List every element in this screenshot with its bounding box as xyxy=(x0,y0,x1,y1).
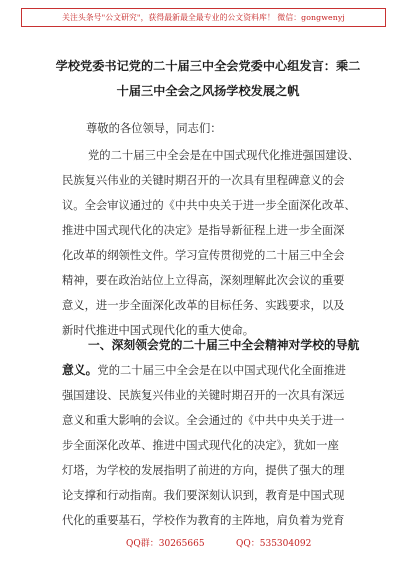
section-1 xyxy=(62,333,362,533)
qq-group-number: QQ群：30265665 xyxy=(126,539,205,549)
paragraph-line-rest: 党的二十届三中全会是在以中国式现代化全面推进 xyxy=(97,364,346,377)
paragraph-line: 民族复兴伟业的关键时期召开的一次具有里程碑意义的会 xyxy=(62,174,345,187)
paragraph-line: 论支撑和行动指南。我们要深刻认识到，教育是中国式现 xyxy=(62,489,345,502)
paragraph-intro xyxy=(62,143,362,343)
section-heading: 一、深刻领会党的二十届三中全会精神对学校的导航 xyxy=(88,338,360,352)
section-heading-end: 意义。 xyxy=(62,363,98,377)
greeting: 尊敬的各位领导，同志们： xyxy=(86,122,222,135)
document-title-line-1: 学校党委书记党的二十届三中全会党委中心组发言：乘二 xyxy=(55,59,361,73)
paragraph-line: 代化的重要基石，学校作为教育的主阵地，肩负着为党育 xyxy=(62,514,345,527)
paragraph-line: 意义，进一步全面深化改革的目标任务、实践要求，以及 xyxy=(62,299,345,312)
qq-contact-number: QQ：535304092 xyxy=(236,539,312,549)
paragraph-line: 意义和重大影响的会议。全会通过的《中共中央关于进一 xyxy=(62,414,345,427)
section-heading-continuation-line xyxy=(62,358,362,383)
paragraph-line: 步全面深化改革、推进中国式现代化的决定》，犹如一座 xyxy=(62,439,339,452)
paragraph-line: 化改革的纲领性文件。学习宣传贯彻党的二十届三中全会 xyxy=(62,249,345,262)
paragraph-line: 推进中国式现代化的决定》是指导新征程上进一步全面深 xyxy=(62,224,345,237)
paragraph-line: 灯塔，为学校的发展指明了前进的方向，提供了强大的理 xyxy=(62,464,345,477)
paragraph-line: 党的二十届三中全会是在中国式现代化推进强国建设、 xyxy=(88,149,360,162)
paragraph-line: 议。全会审议通过的《中共中央关于进一步全面深化改革、 xyxy=(62,199,356,212)
promo-banner-text: 关注头条号"公文研究"，获得最新最全最专业的公文资料库！ 微信：gongwenyj xyxy=(62,13,345,22)
paragraph-line: 强国建设、民族复兴伟业的关键时期召开的一次具有深远 xyxy=(62,389,345,402)
promo-banner xyxy=(21,8,386,27)
paragraph-line: 新时代推进中国式现代化的重大使命。 xyxy=(62,324,255,337)
document-title-line-2: 十届三中全会之风扬学校发展之帆 xyxy=(116,84,300,98)
paragraph-line: 精神，要在政治站位上立得高，深刻理解此次会议的重要 xyxy=(62,274,345,287)
